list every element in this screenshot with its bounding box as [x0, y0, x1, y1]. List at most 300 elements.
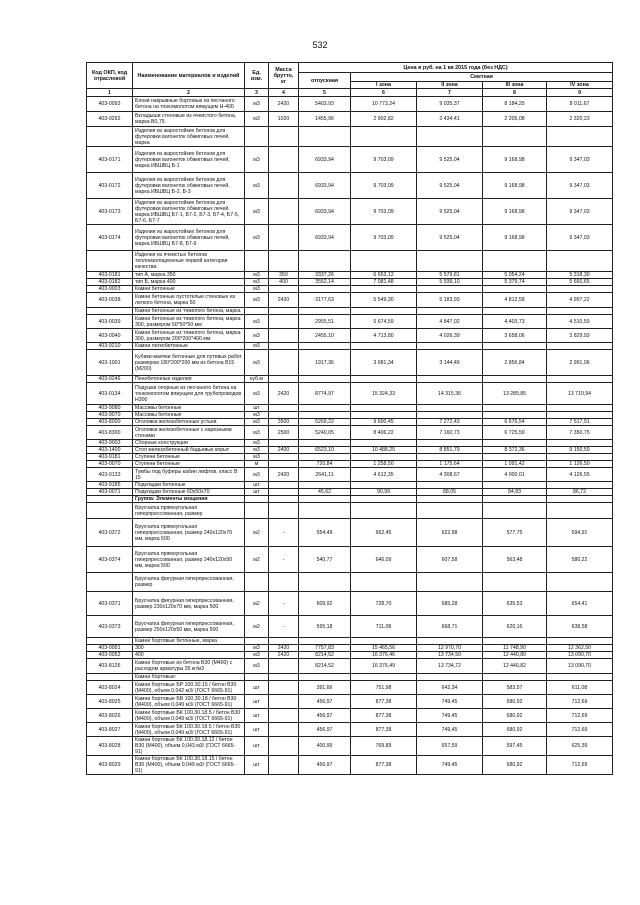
- name-cell: Камни бетонные: [133, 286, 245, 293]
- mass-cell: [269, 723, 299, 737]
- zone-1-price-cell: [351, 405, 417, 412]
- code-cell: 403-0051: [87, 645, 133, 652]
- code-cell: 403-9003: [87, 286, 133, 293]
- zone-1-price-cell: 7 081,48: [351, 279, 417, 286]
- release-price-cell: [299, 251, 351, 272]
- zone-3-price-cell: 583,57: [483, 681, 547, 695]
- name-cell: Изделия из жаростойких бетонов для футеровки вагонеток обжиговых печей, марка ИБШВЦ Б7-1, Б7-2, Б7-3, Б7-4, Б7-5, Б7-6, Б7-7: [133, 199, 245, 225]
- code-cell: 403-9003: [87, 440, 133, 447]
- unit-cell: [245, 496, 269, 503]
- zone-1-price-cell: 3 681,34: [351, 350, 417, 376]
- zone-3-price-cell: 577,75: [483, 519, 547, 547]
- mass-cell: [269, 376, 299, 383]
- zone-4-price-cell: [547, 127, 613, 147]
- mass-cell: [269, 573, 299, 592]
- zone-3-price-cell: 9 168,98: [483, 147, 547, 173]
- name-cell: Брусчатка прямоугольная гиперпрессованная, размер 240х120х70 мм, марка 500: [133, 519, 245, 547]
- price-table: [86, 62, 613, 775]
- mass-cell: [269, 343, 299, 350]
- table-row: [87, 251, 613, 272]
- table-row: [87, 454, 613, 461]
- code-cell: [87, 674, 133, 681]
- release-price-cell: 456,97: [299, 756, 351, 775]
- table-row: [87, 652, 613, 659]
- table-row: [87, 272, 613, 279]
- code-cell: 403-0171: [87, 147, 133, 173]
- zone-3-price-cell: [483, 496, 547, 503]
- zone-3-price-cell: 680,92: [483, 695, 547, 709]
- zone-4-price-cell: 1 126,50: [547, 461, 613, 468]
- release-price-cell: 720,84: [299, 461, 351, 468]
- zone-1-price-cell: 5 549,30: [351, 293, 417, 308]
- zone-1-price-cell: 4 612,35: [351, 468, 417, 482]
- table-row: [87, 293, 613, 308]
- zone-2-price-cell: [417, 343, 483, 350]
- unit-cell: м2: [245, 519, 269, 547]
- zone-1-price-cell: [351, 412, 417, 419]
- zone-2-price-cell: 749,45: [417, 723, 483, 737]
- release-price-cell: [299, 286, 351, 293]
- zone-4-price-cell: [547, 638, 613, 645]
- zone-2-price-cell: 749,45: [417, 756, 483, 775]
- zone-4-price-cell: [547, 573, 613, 592]
- release-price-cell: 5403,93: [299, 97, 351, 112]
- release-price-cell: 2955,51: [299, 315, 351, 329]
- unit-cell: м3: [245, 383, 269, 405]
- code-cell: 403-8126: [87, 659, 133, 674]
- unit-cell: шт: [245, 723, 269, 737]
- zone-2-price-cell: [417, 440, 483, 447]
- table-row: [87, 412, 613, 419]
- zone-2-price-cell: 12 970,70: [417, 645, 483, 652]
- table-row: [87, 225, 613, 251]
- name-cell: Камни бортовые БР 100.30.15 / бетон В30 (М400), объем 0,042 м3/ (ГОСТ 6665-91): [133, 681, 245, 695]
- zone-2-price-cell: 4 026,39: [417, 329, 483, 343]
- column-index: 9: [547, 89, 613, 97]
- zone-2-price-cell: 642,34: [417, 681, 483, 695]
- name-cell: Камни бетонные из тяжелого бетона, марка 300, размером 50*50*50 мм: [133, 315, 245, 329]
- zone-4-price-cell: [547, 503, 613, 519]
- unit-cell: м3: [245, 272, 269, 279]
- code-cell: 403-0133: [87, 468, 133, 482]
- table-body: [87, 97, 613, 775]
- zone-3-price-cell: [483, 674, 547, 681]
- name-cell: Камни легкобетонные: [133, 343, 245, 350]
- name-cell: тип А, марка 350: [133, 272, 245, 279]
- zone-4-price-cell: [547, 412, 613, 419]
- zone-1-price-cell: 90,99: [351, 489, 417, 496]
- table-row: [87, 199, 613, 225]
- release-price-cell: [299, 482, 351, 489]
- zone-4-price-cell: 9 347,03: [547, 147, 613, 173]
- zone-1-price-cell: 711,08: [351, 616, 417, 638]
- mass-cell: [269, 756, 299, 775]
- release-price-cell: 609,92: [299, 592, 351, 616]
- zone-1-price-cell: 728,70: [351, 592, 417, 616]
- name-cell: Камни бетонные из тяжелого бетона, марка 300, размером 200*200*400 мм: [133, 329, 245, 343]
- zone-1-price-cell: 9 703,09: [351, 225, 417, 251]
- name-cell: Изделия из жаростойких бетонов для футеровки вагонеток обжиговых печей, марка: [133, 127, 245, 147]
- release-price-cell: [299, 638, 351, 645]
- zone-2-price-cell: 8 851,79: [417, 447, 483, 454]
- name-cell: Кубики-маячки бетонные для путевых работ размером 180*200*200 мм из бетона В15 (М200): [133, 350, 245, 376]
- name-cell: Ступени бетонные: [133, 461, 245, 468]
- table-row: [87, 489, 613, 496]
- code-cell: 403-0093: [87, 97, 133, 112]
- unit-cell: [245, 573, 269, 592]
- zone-4-price-cell: 5 660,65: [547, 279, 613, 286]
- code-cell: 403-9070: [87, 412, 133, 419]
- mass-cell: -: [269, 616, 299, 638]
- zone-4-price-cell: 7 517,91: [547, 419, 613, 426]
- release-price-cell: 554,49: [299, 519, 351, 547]
- unit-cell: шт: [245, 482, 269, 489]
- header-zone-3: III зона: [483, 82, 547, 89]
- release-price-cell: 456,97: [299, 723, 351, 737]
- name-cell: 300: [133, 645, 245, 652]
- unit-cell: шт: [245, 695, 269, 709]
- mass-cell: [269, 674, 299, 681]
- unit-cell: м3: [245, 645, 269, 652]
- name-cell: Брусчатка фигурная гиперпрессованная, размер: [133, 573, 245, 592]
- release-price-cell: [299, 343, 351, 350]
- zone-2-price-cell: [417, 482, 483, 489]
- zone-4-price-cell: 7 350,75: [547, 426, 613, 440]
- name-cell: тип Б, марка 400: [133, 279, 245, 286]
- mass-cell: [269, 695, 299, 709]
- name-cell: Изделия из ячеистых бетонов теплоизоляционные первой категории качества:: [133, 251, 245, 272]
- code-cell: 403-8027: [87, 723, 133, 737]
- release-price-cell: [299, 405, 351, 412]
- unit-cell: м3: [245, 426, 269, 440]
- table-row: [87, 447, 613, 454]
- header-zone-1: I зона: [351, 82, 417, 89]
- unit-cell: м2: [245, 592, 269, 616]
- zone-4-price-cell: [547, 454, 613, 461]
- zone-3-price-cell: [483, 376, 547, 383]
- mass-cell: [269, 315, 299, 329]
- mass-cell: 350: [269, 272, 299, 279]
- zone-4-price-cell: 654,41: [547, 592, 613, 616]
- column-index: 3: [245, 89, 269, 97]
- zone-2-price-cell: 1 175,64: [417, 461, 483, 468]
- unit-cell: куб.м: [245, 376, 269, 383]
- zone-2-price-cell: [417, 405, 483, 412]
- zone-2-price-cell: 2 434,41: [417, 112, 483, 127]
- code-cell: 403-9185: [87, 482, 133, 489]
- code-cell: 403-9246: [87, 376, 133, 383]
- column-index: 7: [417, 89, 483, 97]
- table-row: [87, 279, 613, 286]
- release-price-cell: 3337,26: [299, 272, 351, 279]
- table-row: [87, 482, 613, 489]
- mass-cell: [269, 503, 299, 519]
- mass-cell: [269, 329, 299, 343]
- release-price-cell: 6933,94: [299, 225, 351, 251]
- unit-cell: [245, 127, 269, 147]
- mass-cell: 400: [269, 279, 299, 286]
- code-cell: [87, 127, 133, 147]
- zone-4-price-cell: [547, 308, 613, 315]
- unit-cell: шт: [245, 709, 269, 723]
- name-cell: Стол железобетонный бадьевых корыт: [133, 447, 245, 454]
- zone-4-price-cell: [547, 674, 613, 681]
- zone-2-price-cell: [417, 412, 483, 419]
- release-price-cell: [299, 503, 351, 519]
- table-row: [87, 592, 613, 616]
- zone-4-price-cell: 13 710,94: [547, 383, 613, 405]
- release-price-cell: [299, 496, 351, 503]
- name-cell: Камни бортовые бетонные, марка: [133, 638, 245, 645]
- zone-2-price-cell: 5 183,93: [417, 293, 483, 308]
- table-row: [87, 112, 613, 127]
- zone-1-price-cell: 9 600,45: [351, 419, 417, 426]
- zone-1-price-cell: 10 488,25: [351, 447, 417, 454]
- zone-2-price-cell: 5 579,81: [417, 272, 483, 279]
- zone-3-price-cell: [483, 286, 547, 293]
- code-cell: 403-8300: [87, 426, 133, 440]
- table-row: [87, 286, 613, 293]
- release-price-cell: 45,62: [299, 489, 351, 496]
- zone-1-price-cell: [351, 286, 417, 293]
- zone-4-price-cell: [547, 440, 613, 447]
- release-price-cell: 6933,94: [299, 147, 351, 173]
- table-row: [87, 659, 613, 674]
- zone-1-price-cell: 877,38: [351, 695, 417, 709]
- mass-cell: 3500: [269, 419, 299, 426]
- code-cell: 403-0292: [87, 112, 133, 127]
- zone-1-price-cell: 6 653,12: [351, 272, 417, 279]
- zone-3-price-cell: 597,45: [483, 737, 547, 756]
- zone-1-price-cell: 9 703,09: [351, 147, 417, 173]
- unit-cell: м3: [245, 279, 269, 286]
- release-price-cell: 1455,96: [299, 112, 351, 127]
- unit-cell: м3: [245, 652, 269, 659]
- zone-4-price-cell: [547, 376, 613, 383]
- zone-1-price-cell: 1 258,50: [351, 461, 417, 468]
- code-cell: [87, 638, 133, 645]
- unit-cell: м3: [245, 412, 269, 419]
- zone-4-price-cell: 3 829,93: [547, 329, 613, 343]
- code-cell: 403-0182: [87, 279, 133, 286]
- name-cell: Подкладки бетонные 60х50х70: [133, 489, 245, 496]
- release-price-cell: 400,99: [299, 737, 351, 756]
- zone-3-price-cell: 2 856,84: [483, 350, 547, 376]
- zone-3-price-cell: [483, 343, 547, 350]
- release-price-cell: [299, 127, 351, 147]
- release-price-cell: 3552,14: [299, 279, 351, 286]
- mass-cell: 2420: [269, 97, 299, 112]
- zone-2-price-cell: 749,45: [417, 695, 483, 709]
- mass-cell: [269, 440, 299, 447]
- zone-3-price-cell: 9 168,98: [483, 173, 547, 199]
- name-cell: Камни бетонные из тяжелого бетона, марка: [133, 308, 245, 315]
- zone-2-price-cell: [417, 674, 483, 681]
- zone-3-price-cell: 12 440,82: [483, 659, 547, 674]
- table-row: [87, 573, 613, 592]
- zone-2-price-cell: 3 144,49: [417, 350, 483, 376]
- zone-2-price-cell: 685,28: [417, 592, 483, 616]
- zone-3-price-cell: 8 372,36: [483, 447, 547, 454]
- zone-1-price-cell: [351, 440, 417, 447]
- zone-1-price-cell: 9 703,09: [351, 199, 417, 225]
- zone-4-price-cell: 4 126,55: [547, 468, 613, 482]
- zone-2-price-cell: 13 734,50: [417, 652, 483, 659]
- zone-1-price-cell: 751,98: [351, 681, 417, 695]
- zone-3-price-cell: 680,92: [483, 709, 547, 723]
- header-name: Наименование материалов и изделий: [133, 63, 245, 89]
- release-price-cell: [299, 376, 351, 383]
- release-price-cell: 5269,22: [299, 419, 351, 426]
- zone-3-price-cell: [483, 251, 547, 272]
- name-cell: Подкладки бетонные: [133, 482, 245, 489]
- name-cell: Брусчатка прямоугольная гиперпрессованная, размер: [133, 503, 245, 519]
- zone-3-price-cell: 1 091,42: [483, 461, 547, 468]
- mass-cell: [269, 199, 299, 225]
- zone-4-price-cell: 580,22: [547, 547, 613, 573]
- name-cell: Изделия из жаростойких бетонов для футеровки вагонеток обжиговых печей, марка ИБШВЦ Б-2, Б-3: [133, 173, 245, 199]
- release-price-cell: [299, 412, 351, 419]
- code-cell: [87, 496, 133, 503]
- code-cell: 403-0172: [87, 173, 133, 199]
- code-cell: 403-9080: [87, 405, 133, 412]
- name-cell: Камни бетонные пустотелые стеновые из легкого бетона, марка 50: [133, 293, 245, 308]
- column-index: 6: [351, 89, 417, 97]
- zone-2-price-cell: 9 525,04: [417, 147, 483, 173]
- mass-cell: 2400: [269, 447, 299, 454]
- unit-cell: [245, 638, 269, 645]
- unit-cell: м3: [245, 454, 269, 461]
- table-row: [87, 440, 613, 447]
- zone-2-price-cell: [417, 638, 483, 645]
- mass-cell: [269, 225, 299, 251]
- zone-1-price-cell: 769,89: [351, 737, 417, 756]
- zone-2-price-cell: 622,98: [417, 519, 483, 547]
- zone-1-price-cell: 877,38: [351, 709, 417, 723]
- zone-3-price-cell: 563,48: [483, 547, 547, 573]
- zone-4-price-cell: 638,58: [547, 616, 613, 638]
- release-price-cell: [299, 308, 351, 315]
- zone-2-price-cell: [417, 376, 483, 383]
- name-cell: 400: [133, 652, 245, 659]
- release-price-cell: 8214,52: [299, 659, 351, 674]
- zone-3-price-cell: 2 205,08: [483, 112, 547, 127]
- zone-2-price-cell: 668,71: [417, 616, 483, 638]
- unit-cell: м3: [245, 440, 269, 447]
- zone-1-price-cell: 16 376,46: [351, 652, 417, 659]
- zone-4-price-cell: 712,69: [547, 723, 613, 737]
- code-cell: 403-0373: [87, 616, 133, 638]
- table-row: [87, 756, 613, 775]
- zone-1-price-cell: [351, 454, 417, 461]
- zone-2-price-cell: 9 525,04: [417, 225, 483, 251]
- zone-1-price-cell: [351, 482, 417, 489]
- unit-cell: м3: [245, 199, 269, 225]
- name-cell: Изделия из жаростойких бетонов для футеровки вагонеток обжиговых печей, марка ИБШВЦ Б7-8, Б7-9: [133, 225, 245, 251]
- zone-4-price-cell: 4 510,59: [547, 315, 613, 329]
- unit-cell: м3: [245, 173, 269, 199]
- unit-cell: [245, 503, 269, 519]
- zone-4-price-cell: 2 991,06: [547, 350, 613, 376]
- code-cell: 403-0040: [87, 329, 133, 343]
- zone-4-price-cell: [547, 343, 613, 350]
- column-index: 8: [483, 89, 547, 97]
- code-cell: 403-0181: [87, 272, 133, 279]
- unit-cell: шт: [245, 405, 269, 412]
- name-cell: Брусчатка фигурная гиперпрессованная, размер 250х120х50 мм, марка 500: [133, 616, 245, 638]
- table-row: [87, 350, 613, 376]
- mass-cell: [269, 454, 299, 461]
- zone-3-price-cell: 9 168,98: [483, 199, 547, 225]
- table-row: [87, 723, 613, 737]
- unit-cell: м3: [245, 286, 269, 293]
- code-cell: [87, 251, 133, 272]
- unit-cell: м3: [245, 659, 269, 674]
- zone-3-price-cell: 680,92: [483, 723, 547, 737]
- release-price-cell: 456,97: [299, 695, 351, 709]
- zone-2-price-cell: 749,45: [417, 709, 483, 723]
- mass-cell: [269, 127, 299, 147]
- code-cell: 403-8025: [87, 695, 133, 709]
- header-estimate: Сметная: [351, 73, 613, 82]
- table-header: [87, 63, 613, 97]
- release-price-cell: [299, 674, 351, 681]
- unit-cell: шт: [245, 681, 269, 695]
- table-row: [87, 147, 613, 173]
- zone-2-price-cell: 4 308,67: [417, 468, 483, 482]
- zone-1-price-cell: 2 902,82: [351, 112, 417, 127]
- mass-cell: [269, 489, 299, 496]
- code-cell: [87, 573, 133, 592]
- zone-2-price-cell: [417, 308, 483, 315]
- release-price-cell: 456,97: [299, 709, 351, 723]
- zone-3-price-cell: [483, 638, 547, 645]
- zone-3-price-cell: 84,83: [483, 489, 547, 496]
- name-cell: Сборные конструкции: [133, 440, 245, 447]
- unit-cell: м3: [245, 419, 269, 426]
- zone-3-price-cell: [483, 127, 547, 147]
- code-cell: 403-0071: [87, 489, 133, 496]
- zone-3-price-cell: [483, 412, 547, 419]
- zone-4-price-cell: 611,08: [547, 681, 613, 695]
- table-row: [87, 461, 613, 468]
- zone-1-price-cell: 15 324,33: [351, 383, 417, 405]
- mass-cell: 2420: [269, 652, 299, 659]
- header-zone-2: II зона: [417, 82, 483, 89]
- code-cell: 403-8024: [87, 681, 133, 695]
- mass-cell: [269, 737, 299, 756]
- unit-cell: м3: [245, 147, 269, 173]
- zone-1-price-cell: [351, 503, 417, 519]
- unit-cell: шт: [245, 737, 269, 756]
- zone-1-price-cell: [351, 251, 417, 272]
- zone-4-price-cell: [547, 286, 613, 293]
- column-index: 2: [133, 89, 245, 97]
- header-mass: Масса брутто, кг: [269, 63, 299, 89]
- name-cell: Оголовки железобетонные с нарезными стенами: [133, 426, 245, 440]
- zone-4-price-cell: [547, 251, 613, 272]
- zone-2-price-cell: 14 315,36: [417, 383, 483, 405]
- zone-1-price-cell: 9 703,09: [351, 173, 417, 199]
- zone-2-price-cell: 9 035,37: [417, 97, 483, 112]
- zone-2-price-cell: 607,58: [417, 547, 483, 573]
- name-cell: Вкладыши стеновые из ячеистого бетона, марка В0,75: [133, 112, 245, 127]
- mass-cell: [269, 496, 299, 503]
- release-price-cell: 2641,11: [299, 468, 351, 482]
- name-cell: Камни бортовые БК 100.30.18.12 / бетон В30 (М400), объем 0,043 м3/ (ГОСТ 6665-91): [133, 737, 245, 756]
- name-cell: Камни бортовые из бетона В30 (М400) с расходом арматуры 35 кг/м3: [133, 659, 245, 674]
- unit-cell: м3: [245, 343, 269, 350]
